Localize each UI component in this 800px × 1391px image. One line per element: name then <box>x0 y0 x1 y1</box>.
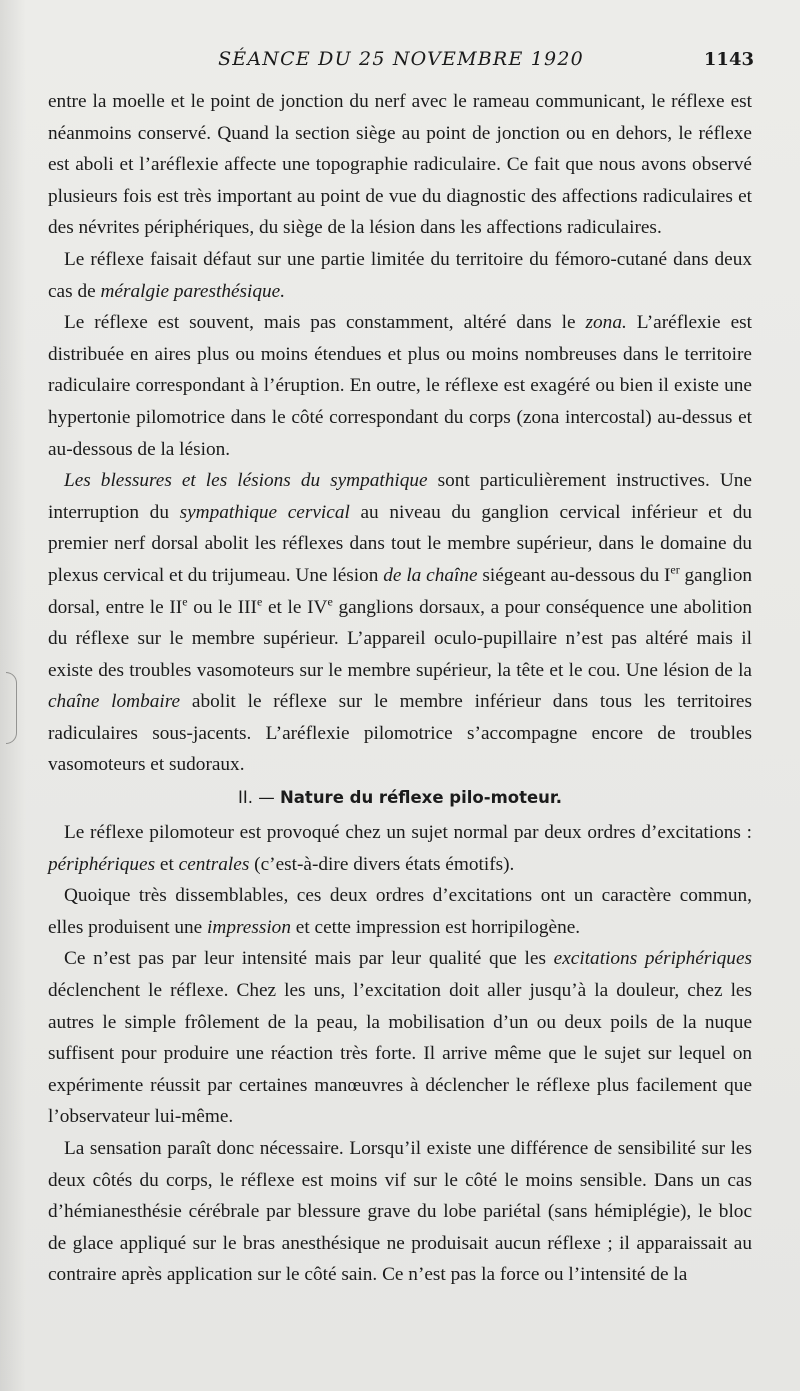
superscript: e <box>327 594 333 609</box>
text-run: et le IV <box>262 596 328 618</box>
text-run: abolit le réflexe sur le membre inférieur dans tous les territoires radiculaires sous-jacents. L’aréflexie pilomotrice s’accompagne encore de troubles vasomoteurs et sudoraux. <box>48 691 752 776</box>
paragraph <box>48 465 752 781</box>
text-run: La sensation paraît donc nécessaire. Lorsqu’il existe une différence de sensibilité sur les deux côtés du corps, le réflexe est moins vif sur le côté le moins sensible. Dans un cas d’hémianesthésie cérébrale par blessure grave du lobe pariétal (sans hémiplégie), le bloc de glace appliqué sur le bras anesthésique ne produisait aucun réflexe ; il apparaissait au contraire après application sur le côté sain. Ce n’est pas la force ou l’intensité de la <box>48 1138 752 1286</box>
section-heading <box>48 783 752 813</box>
italic-text: zona. <box>585 312 627 334</box>
italic-text: méralgie paresthésique. <box>100 280 286 302</box>
text-run: entre la moelle et le point de jonction du nerf avec le rameau communicant, le réflexe est néanmoins conservé. Quand la section siège au point de jonction ou en dehors, le réflexe est aboli et l’aréflexie affecte une topographie radiculaire. Ce fait que nous avons observé plusieurs fois est très important au point de vue du diagnostic des affections radiculaires et des névrites périphériques, du siège de la lésion dans les affections radiculaires. <box>48 91 752 239</box>
paragraph <box>48 943 752 1133</box>
text-run: Le réflexe pilomoteur est provoqué chez un sujet normal par deux ordres d’excitations : <box>64 822 752 844</box>
text-run: (c’est-à-dire divers états émotifs). <box>249 853 515 875</box>
text-run: déclenchent le réflexe. Chez les uns, l’excitation doit aller jusqu’à la douleur, chez les autres le simple frôlement de la peau, la mobilisation d’un ou deux poils de la nuque suffisent pour produire une réaction très forte. Il arrive même que le sujet sur lequel on expérimente réussit par certaines manœuvres à déclencher le réflexe plus facilement que l’observateur lui-même. <box>48 980 752 1128</box>
text-run: ou le III <box>187 596 257 618</box>
italic-text: sympathique cervical <box>179 501 350 523</box>
text-run: Le réflexe est souvent, mais pas constamment, altéré dans le <box>64 312 586 334</box>
text-run: Le réflexe faisait défaut sur une partie limitée du territoire du fémoro-cutané dans deux cas de <box>48 248 752 302</box>
text-run: et <box>155 853 179 875</box>
italic-text: périphériques <box>48 853 156 875</box>
paragraph <box>48 86 752 244</box>
text-run: ganglion dorsal, entre le II <box>48 564 753 618</box>
italic-text: de la chaîne <box>383 564 478 586</box>
text-run: siégeant au-dessous du I <box>477 564 671 586</box>
italic-text: Les blessures et les lésions du sympathique <box>64 470 428 492</box>
text-run: Ce n’est pas par leur intensité mais par leur qualité que les <box>64 948 554 970</box>
superscript: e <box>256 594 263 609</box>
italic-text: chaîne lombaire <box>48 691 181 713</box>
section-number: II. — <box>238 788 280 808</box>
paragraph <box>48 1133 752 1291</box>
text-run: Quoique très dissemblables, ces deux ordres d’excitations ont un caractère commun, elles produisent une <box>48 885 752 938</box>
paragraph <box>48 817 752 880</box>
text-run: au niveau du ganglion cervical inférieur et du premier nerf dorsal abolit les réflexes dans tout le membre supérieur, dans le domaine du plexus cervical et du trijumeau. Une lésion <box>48 501 753 586</box>
text-run: et cette impression est horripilogène. <box>290 916 581 938</box>
paragraph <box>48 307 752 465</box>
text-run: L’aréflexie est distribuée en aires plus ou moins étendues et plus ou moins nombreuses dans le territoire radiculaire correspondant à l’éruption. En outre, le réflexe est exagéré ou bien il existe une hypertonie pilomotrice dans le côté correspondant du corps (zona intercostal) au-dessus et au-dessous de la lésion. <box>48 312 752 460</box>
superscript: e <box>182 594 188 609</box>
margin-bracket-mark <box>6 672 17 744</box>
running-title: SÉANCE DU 25 NOVEMBRE 1920 <box>218 48 584 70</box>
italic-text: centrales <box>178 853 250 875</box>
paragraph <box>48 880 752 943</box>
italic-text: excitations périphériques <box>553 948 753 970</box>
superscript: er <box>670 562 680 577</box>
text-run: ganglions dorsaux, a pour conséquence une abolition du réflexe sur le membre supérieur. L’appareil oculo-pupillaire n’est pas altéré mais il existe des troubles vasomoteurs sur le membre supérieur, la tête et le cou. Une lésion de la <box>48 596 753 681</box>
section-title: Nature du réflexe pilo-moteur. <box>279 788 562 808</box>
paragraph <box>48 244 752 307</box>
page-number: 1143 <box>703 49 754 70</box>
italic-text: impression <box>207 916 291 938</box>
page-header <box>48 48 754 74</box>
body-text <box>48 86 752 1291</box>
text-run: sont particulièrement instructives. Une interruption du <box>48 470 752 523</box>
